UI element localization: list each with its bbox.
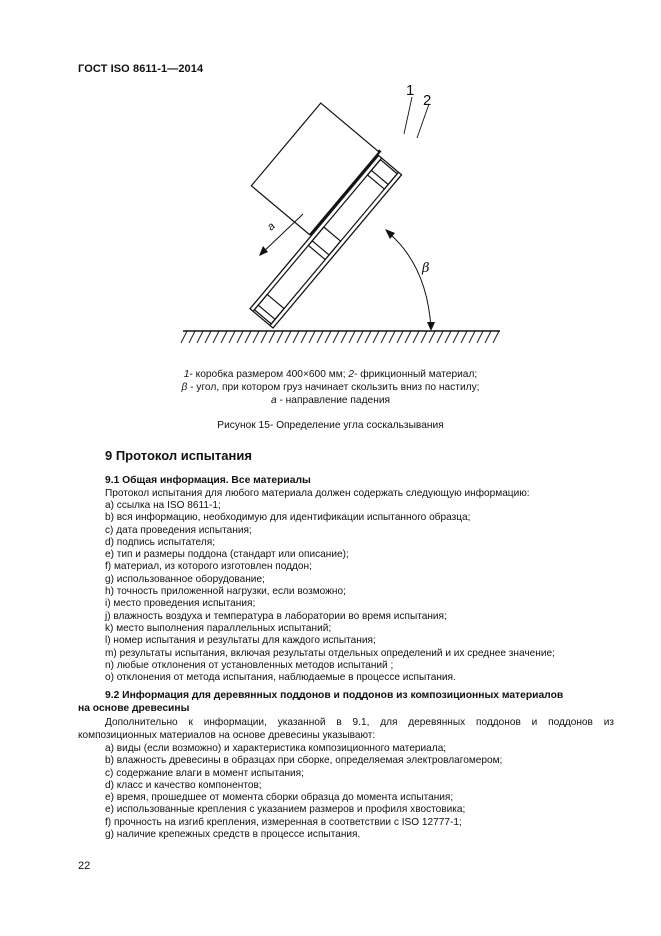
- figure-legend-line-3: a - направление падения: [270, 395, 391, 406]
- section-9-heading: 9 Протокол испытания: [105, 448, 252, 463]
- section-9-1-list: [105, 500, 555, 684]
- page-number: 22: [78, 860, 91, 872]
- list-item: b) влажность древесины в образцах при сборке, определяемая электровлагомером;: [105, 755, 503, 767]
- direction-arrow: [260, 214, 303, 255]
- angle-arc: [390, 234, 431, 328]
- list-item: l) номер испытания и результаты для каждого испытания;: [105, 635, 376, 647]
- figure-legend-line-2: β - угол, при котором груз начинает скользить вниз по настилу;: [181, 382, 480, 393]
- list-item: f) прочность на изгиб крепления, измеренная в соответствии с ISO 12777-1;: [105, 816, 462, 828]
- list-item: f) материал, из которого изготовлен поддон;: [105, 561, 312, 573]
- section-9-2-intro-line-1: Дополнительно к информации, указанной в 9.1, для деревянных поддонов и поддонов из: [105, 717, 614, 728]
- list-item: d) класс и качество компонентов;: [105, 779, 262, 791]
- list-item: e) тип и размеры поддона (стандарт или описание);: [105, 549, 349, 561]
- section-9-1-heading: 9.1 Общая информация. Все материалы: [105, 475, 311, 486]
- list-item: m) результаты испытания, включая результаты отдельных определений и их среднее значение;: [105, 647, 555, 659]
- section-9-2-heading-line-2: на основе древесины: [78, 703, 190, 714]
- list-item: g) наличие крепежных средств в процессе испытания.: [105, 829, 361, 841]
- list-item: j) влажность воздуха и температура в лаборатории во время испытания;: [105, 610, 447, 622]
- ground-hatching: [181, 331, 499, 343]
- list-item: e) использованные крепления с указанием размеров и профиля хвостовика;: [105, 804, 466, 816]
- box: [251, 103, 379, 235]
- label-beta: β: [422, 261, 430, 276]
- label-a: a: [264, 220, 278, 234]
- list-item: c) содержание влаги в момент испытания;: [105, 767, 304, 779]
- section-9-2-heading-line-1: 9.2 Информация для деревянных поддонов и поддонов из композиционных материалов: [105, 690, 564, 701]
- figure-title: Рисунок 15- Определение угла соскальзывания: [217, 420, 444, 431]
- label-2: 2: [423, 92, 432, 109]
- figure-15-diagram: [175, 82, 515, 352]
- figure-legend-line-1: 1- коробка размером 400×600 мм; 2- фрикционный материал;: [183, 369, 478, 380]
- section-9-2-intro-line-2: композиционных материалов на основе древесины указывают:: [78, 730, 376, 741]
- list-item: e) время, прошедшее от момента сборки образца до момента испытания;: [105, 792, 454, 804]
- list-item: n) любые отклонения от установленных методов испытаний ;: [105, 659, 394, 671]
- document-header: ГОСТ ISO 8611-1—2014: [78, 63, 204, 75]
- list-item: c) дата проведения испытания;: [105, 524, 252, 536]
- list-item: o) отклонения от метода испытания, наблюдаемые в процессе испытания.: [105, 672, 456, 684]
- list-item: g) использованное оборудование;: [105, 573, 265, 585]
- list-item: d) подпись испытателя;: [105, 536, 215, 548]
- list-item: a) виды (если возможно) и характеристика композиционного материала;: [105, 743, 447, 754]
- list-item: i) место проведения испытания;: [105, 598, 256, 610]
- list-item: h) точность приложенной нагрузки, если возможно;: [105, 586, 346, 598]
- list-item: b) вся информацию, необходимую для идентификации испытанного образца;: [105, 512, 471, 524]
- list-item: k) место выполнения параллельных испытаний;: [105, 622, 332, 634]
- label-1: 1: [406, 82, 415, 99]
- list-item: a) ссылка на ISO 8611-1;: [105, 500, 221, 511]
- box-on-pallet: [251, 102, 380, 235]
- section-9-2-list: [105, 743, 502, 841]
- section-9-1-intro: Протокол испытания для любого материала должен содержать следующую информацию:: [105, 488, 530, 499]
